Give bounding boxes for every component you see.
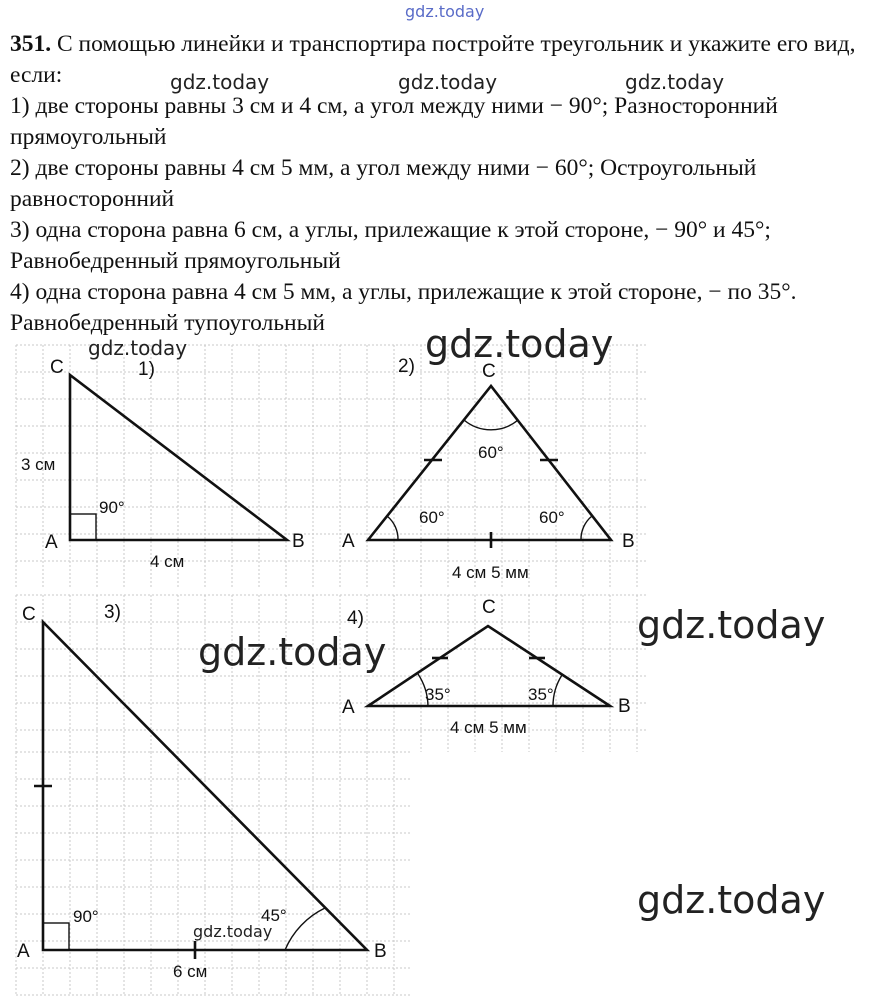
angle-arc [581, 516, 592, 540]
watermark: gdz.today [170, 70, 270, 94]
right-angle-mark [70, 514, 96, 540]
figure-2 [342, 356, 635, 582]
vertex-c: C [482, 361, 496, 382]
problem-intro-text: С помощью линейки и транспортира постройте треугольник и укажите его вид, если: [10, 31, 856, 88]
vertex-b: B [292, 531, 305, 552]
figure-label: 2) [398, 356, 415, 377]
watermark: gdz.today [425, 322, 614, 366]
watermark: gdz.today [88, 336, 188, 360]
watermark: gdz.today [193, 922, 273, 941]
problem-item-4: 4) одна сторона равна 4 см 5 мм, а углы, прилежащие к этой стороне, − по 35°. Равнобедренный тупоугольный [10, 279, 797, 336]
vertex-a: A [342, 531, 355, 552]
vertex-b: B [618, 696, 631, 717]
watermark: gdz.today [637, 878, 826, 922]
angle-label: 35° [528, 685, 554, 704]
vertex-b: B [374, 941, 387, 962]
angle-arc [464, 420, 518, 430]
problem-item-3: 3) одна сторона равна 6 см, а углы, прилежащие к этой стороне, − 90° и 45°; Равнобедренный прямоугольный [10, 217, 771, 274]
vertex-c: C [22, 604, 36, 625]
side-label: 3 см [21, 455, 56, 474]
angle-label: 60° [419, 508, 445, 527]
triangle-2 [368, 386, 611, 540]
angle-label: 90° [73, 907, 99, 926]
grid-top [16, 345, 646, 587]
triangle-4 [368, 626, 610, 706]
problem-item-1: 1) две стороны равны 3 см и 4 см, а угол между ними − 90°; Разносторонний прямоугольный [10, 93, 778, 150]
figure-label: 3) [104, 602, 121, 623]
angle-arc [387, 516, 398, 540]
vertex-a: A [342, 697, 355, 718]
angle-label: 60° [478, 443, 504, 462]
side-label: 4 см [150, 552, 185, 571]
vertex-c: C [482, 597, 496, 618]
angle-label: 35° [425, 685, 451, 704]
angle-label: 45° [261, 906, 287, 925]
vertex-a: A [17, 941, 30, 962]
figure-label: 4) [347, 608, 364, 629]
angle-label: 90° [99, 498, 125, 517]
watermark: gdz.today [637, 603, 826, 647]
watermark: gdz.today [198, 630, 387, 674]
watermark-top: gdz.today [405, 2, 485, 21]
right-angle-mark [43, 923, 69, 950]
vertex-c: C [50, 357, 64, 378]
vertex-b: B [622, 531, 635, 552]
side-label: 4 см 5 мм [452, 563, 529, 582]
angle-label: 60° [539, 508, 565, 527]
watermark: gdz.today [398, 70, 498, 94]
side-label: 4 см 5 мм [450, 718, 527, 737]
side-label: 6 см [173, 962, 208, 981]
problem-number: 351. [10, 31, 52, 57]
angle-arc [553, 675, 562, 706]
problem-item-2: 2) две стороны равны 4 см 5 мм, а угол между ними − 60°; Остроугольный равносторонний [10, 155, 757, 212]
figure-label: 1) [138, 359, 155, 380]
figure-1 [21, 357, 305, 571]
watermark: gdz.today [625, 70, 725, 94]
vertex-a: A [45, 532, 58, 553]
